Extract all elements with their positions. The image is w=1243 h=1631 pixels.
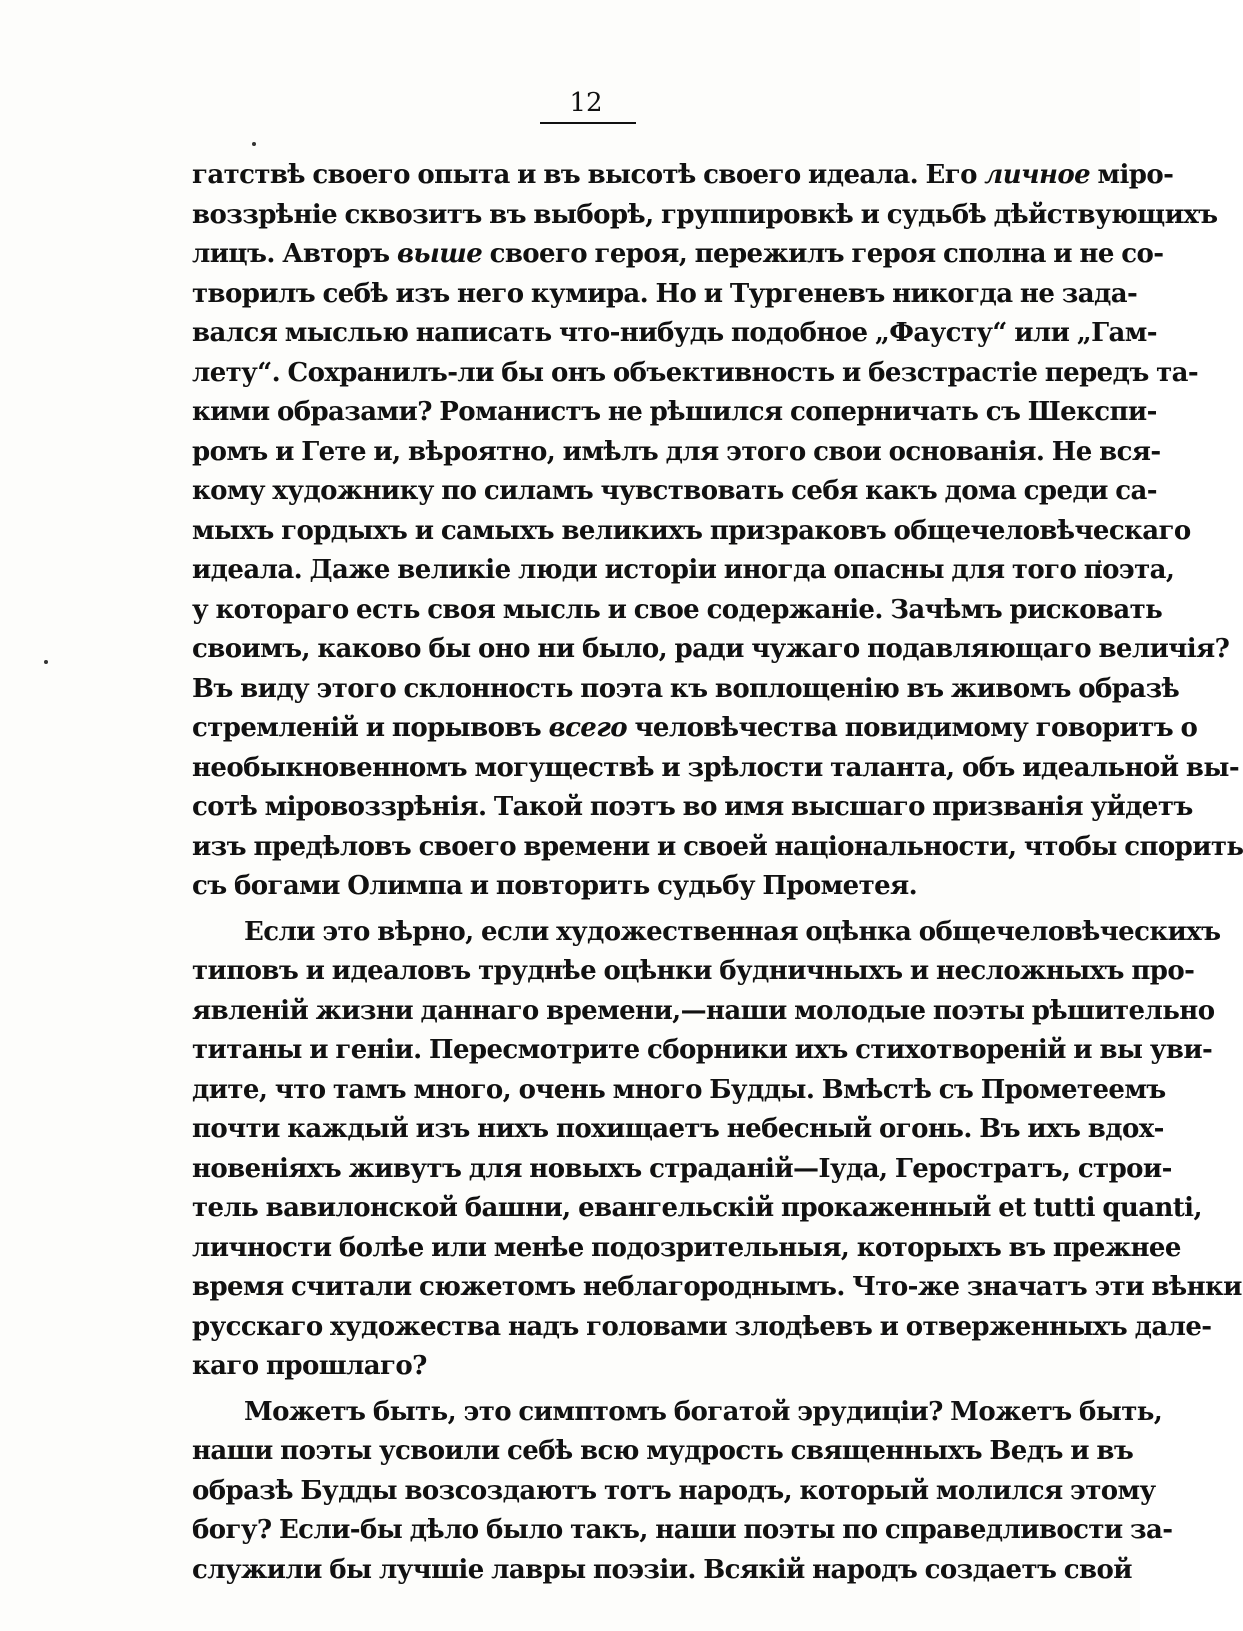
paragraph <box>192 1393 1173 1591</box>
text-run: служили бы лучшіе лавры поэзіи. Всякій народъ создаетъ свой <box>192 1554 1132 1585</box>
text-run: лицъ. Авторъ <box>192 239 397 269</box>
page-number-rule <box>540 122 636 124</box>
text-line <box>192 1110 1164 1150</box>
text-line <box>192 1189 1202 1229</box>
text-line <box>192 235 1164 275</box>
text-run: тель вавилонской башни, евангельскій прокаженный et tutti quanti, <box>192 1193 1202 1223</box>
text-run: лету“. Сохранилъ-ли бы онъ объективность и безстрастіе передъ та- <box>192 357 1199 388</box>
text-line <box>192 1150 1172 1190</box>
text-line <box>192 591 1163 631</box>
text-line <box>192 156 1174 196</box>
text-run: своего героя, пережилъ героя сполна и не со- <box>482 239 1164 269</box>
text-run: необыкновенномъ могуществѣ и зрѣлости таланта, объ идеальной вы- <box>192 752 1240 783</box>
text-run: кому художнику по силамъ чувствовать себя какъ дома среди са- <box>192 476 1157 506</box>
text-line <box>192 1347 982 1387</box>
text-run: личности болѣе или менѣе подозрительныя, которыхъ въ прежнее <box>192 1232 1181 1263</box>
text-line <box>192 512 1191 552</box>
text-run: идеала. Даже великіе люди исторіи иногда опасны для того поэта, <box>192 555 1175 585</box>
italic-text: всего <box>548 713 628 743</box>
text-line <box>192 1071 1166 1111</box>
text-line <box>192 788 1193 828</box>
text-line <box>192 196 1218 236</box>
paragraph <box>192 156 1243 907</box>
text-run: образѣ Будды возсоздаютъ тотъ народъ, который молился этому <box>192 1475 1156 1506</box>
text-line <box>192 1432 1134 1472</box>
text-run: титаны и геніи. Пересмотрите сборники ихъ стихотвореній и вы уви- <box>192 1035 1213 1065</box>
text-line <box>192 393 1157 433</box>
text-run: Можетъ быть, это симптомъ богатой эрудиціи? Можетъ быть, <box>244 1396 1163 1427</box>
text-run: явленій жизни даннаго времени,—наши молодые поэты рѣшительно <box>192 995 1215 1026</box>
text-line <box>192 551 1175 591</box>
text-line <box>192 630 1230 670</box>
text-run: своимъ, каково бы оно ни было, ради чужаго подавляющаго величія? <box>192 634 1230 664</box>
text-run: время считали сюжетомъ неблагороднымъ. Что-же значатъ эти вѣнки <box>192 1272 1242 1302</box>
text-line <box>192 1268 1242 1308</box>
text-run: сотѣ міровоззрѣнія. Такой поэтъ во имя высшаго призванія уйдетъ <box>192 792 1193 822</box>
paragraph <box>192 913 1242 1387</box>
text-run: Если это вѣрно, если художественная оцѣнка общечеловѣческихъ <box>244 916 1221 947</box>
text-line <box>192 1393 1163 1433</box>
text-run: воззрѣніе сквозитъ въ выборѣ, группировкѣ и судьбѣ дѣйствующихъ <box>192 199 1218 230</box>
print-speck <box>44 660 48 664</box>
text-line <box>192 1511 1173 1551</box>
text-line <box>192 952 1195 992</box>
text-line <box>192 1472 1156 1512</box>
text-run: творилъ себѣ изъ него кумира. Но и Тургеневъ никогда не зада- <box>192 278 1138 309</box>
text-run: богу? Если-бы дѣло было такъ, наши поэты по справедливости за- <box>192 1515 1173 1545</box>
text-run: у котораго есть своя мысль и свое содержаніе. Зачѣмъ рисковать <box>192 594 1163 625</box>
text-line <box>192 913 1221 953</box>
text-run: съ богами Олимпа и повторить судьбу Прометея. <box>192 871 918 901</box>
text-line <box>192 433 1161 473</box>
text-run: мыхъ гордыхъ и самыхъ великихъ призраковъ общечеловѣческаго <box>192 515 1191 546</box>
text-run: изъ предѣловъ своего времени и своей національности, чтобы спорить <box>192 831 1243 862</box>
text-line <box>192 749 1240 789</box>
text-run: дите, что тамъ много, очень много Будды. Вмѣстѣ съ Прометеемъ <box>192 1074 1166 1105</box>
text-run: міро- <box>1090 160 1174 190</box>
text-run: человѣчества повидимому говоритъ о <box>627 713 1198 743</box>
italic-text: личное <box>984 160 1091 190</box>
text-line <box>192 314 1157 354</box>
text-line <box>192 992 1215 1032</box>
print-speck <box>252 142 256 146</box>
text-line <box>192 275 1138 315</box>
page-number: 12 <box>569 88 603 118</box>
text-run: наши поэты усвоили себѣ всю мудрость священныхъ Ведъ и въ <box>192 1436 1134 1466</box>
text-line <box>192 1229 1181 1269</box>
text-line <box>192 1551 1132 1591</box>
text-line <box>192 670 1180 710</box>
text-line <box>192 472 1157 512</box>
text-run: русскаго художества надъ головами злодѣевъ и отверженныхъ дале- <box>192 1311 1212 1342</box>
text-run: ромъ и Гете и, вѣроятно, имѣлъ для этого свои основанія. Не вся- <box>192 436 1161 467</box>
italic-text: выше <box>396 239 483 269</box>
body-text <box>192 156 1243 1590</box>
text-line <box>192 1031 1213 1071</box>
text-run: кими образами? Романистъ не рѣшился соперничать съ Шекспи- <box>192 397 1157 427</box>
text-run: гатствѣ своего опыта и въ высотѣ своего идеала. Его <box>192 160 985 190</box>
text-line <box>192 867 982 907</box>
text-run: новеніяхъ живутъ для новыхъ страданій—Іуда, Геростратъ, строи- <box>192 1153 1172 1184</box>
text-run: вался мыслью написать что-нибудь подобное „Фаусту“ или „Гам- <box>192 318 1157 348</box>
text-run: типовъ и идеаловъ труднѣе оцѣнки будничныхъ и несложныхъ про- <box>192 956 1195 986</box>
text-line <box>192 1308 1212 1348</box>
text-line <box>192 828 1243 868</box>
text-line <box>192 709 1198 749</box>
text-run: каго прошлаго? <box>192 1351 427 1381</box>
text-line <box>192 354 1199 394</box>
text-run: почти каждый изъ нихъ похищаетъ небесный огонь. Въ ихъ вдох- <box>192 1114 1164 1144</box>
text-run: стремленій и порывовъ <box>192 713 549 743</box>
text-run: Въ виду этого склонность поэта къ воплощенію въ живомъ образѣ <box>192 673 1180 704</box>
